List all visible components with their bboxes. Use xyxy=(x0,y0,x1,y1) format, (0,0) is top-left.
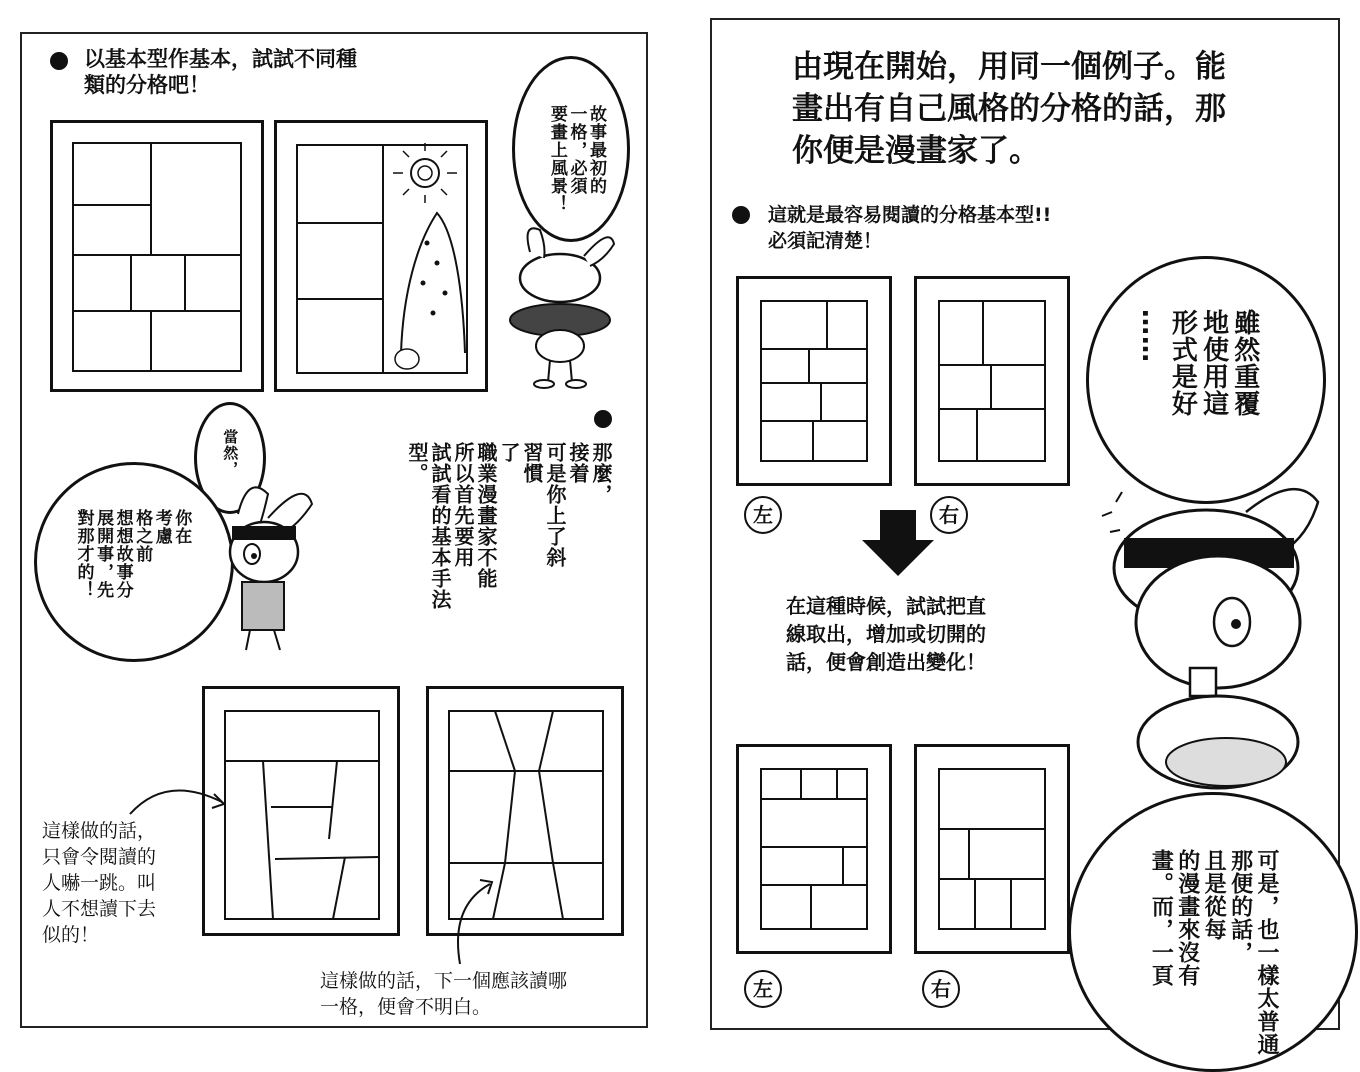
curved-arrow-up-icon xyxy=(450,876,510,966)
label-left-bottom: 左 xyxy=(744,970,782,1008)
bubble-right-text: 雖然重覆 地使用這 形式是好 …… xyxy=(1136,309,1260,417)
bubble-bottom-text: 可是，也一樣太普通 那便的話， 且是從每 的漫畫來沒有 畫。而，一頁 xyxy=(1148,849,1279,1056)
panel-varied-left xyxy=(736,744,892,954)
bullet-marker-3 xyxy=(732,206,750,224)
label-right-bottom: 右 xyxy=(922,970,960,1008)
panel-basic-right xyxy=(914,276,1070,486)
bullet-marker xyxy=(50,52,68,70)
left-page xyxy=(20,32,648,1028)
speech-bubble-left xyxy=(34,462,234,662)
left-heading: 以基本型作基本，試試不同種 類的分格吧！ xyxy=(84,47,357,97)
panel-varied-right xyxy=(914,744,1070,954)
label-right-top: 右 xyxy=(930,496,968,534)
speech-bubble-top xyxy=(512,56,630,242)
panel-basic-left-lines xyxy=(739,279,895,489)
rabbit-character-worried xyxy=(1096,472,1326,792)
rabbit-character-thinking xyxy=(208,484,318,654)
speech-bubble-bottom xyxy=(1068,792,1358,1072)
panel-frame-grid xyxy=(50,120,264,392)
rabbit-character-swim xyxy=(500,222,630,392)
panel-frame-scene xyxy=(274,120,488,392)
caption-left: 這樣做的話， 只會令閱讀的 人嚇一跳。叫 人不想讀下去 似的！ xyxy=(42,820,157,946)
right-heading: 由現在開始，用同一個例子。能 畫出有自己風格的分格的話，那 你便是漫畫家了。 xyxy=(792,49,1226,169)
panel-scene-lines xyxy=(277,123,491,395)
bullet-marker-2 xyxy=(594,410,612,428)
label-left-top: 左 xyxy=(744,496,782,534)
middle-text: 在這種時候，試試把直 線取出，增加或切開的 話，便會創造出變化！ xyxy=(786,594,986,674)
right-subheading: 這就是最容易閱讀的分格基本型!! 必須記清楚！ xyxy=(768,204,1052,252)
right-page xyxy=(710,18,1340,1056)
panel-grid-lines xyxy=(53,123,267,395)
bubble-small-text: 當然， xyxy=(221,429,240,477)
panel-basic-left xyxy=(736,276,892,486)
panel-varied-left-lines xyxy=(739,747,895,957)
down-arrow-icon xyxy=(858,510,938,580)
bullet-vertical-text: 那麼， 接着 可是你上了斜 習慣 了 職業漫畫家不能 所以首先要用 試試看的基本手法 型。 xyxy=(405,442,613,610)
speech-bubble-right xyxy=(1086,256,1326,504)
panel-varied-right-lines xyxy=(917,747,1073,957)
bubble-left-text: 你在 考慮 格之前 想想故事分 展開事，先 對那才的！ xyxy=(73,509,192,599)
bubble-top-text: 故事最初的 一格，必須 要畫上風景！ xyxy=(546,105,606,213)
caption-bottom: 這樣做的話，下一個應該讀哪 一格，便會不明白。 xyxy=(320,970,568,1018)
panel-basic-right-lines xyxy=(917,279,1073,489)
